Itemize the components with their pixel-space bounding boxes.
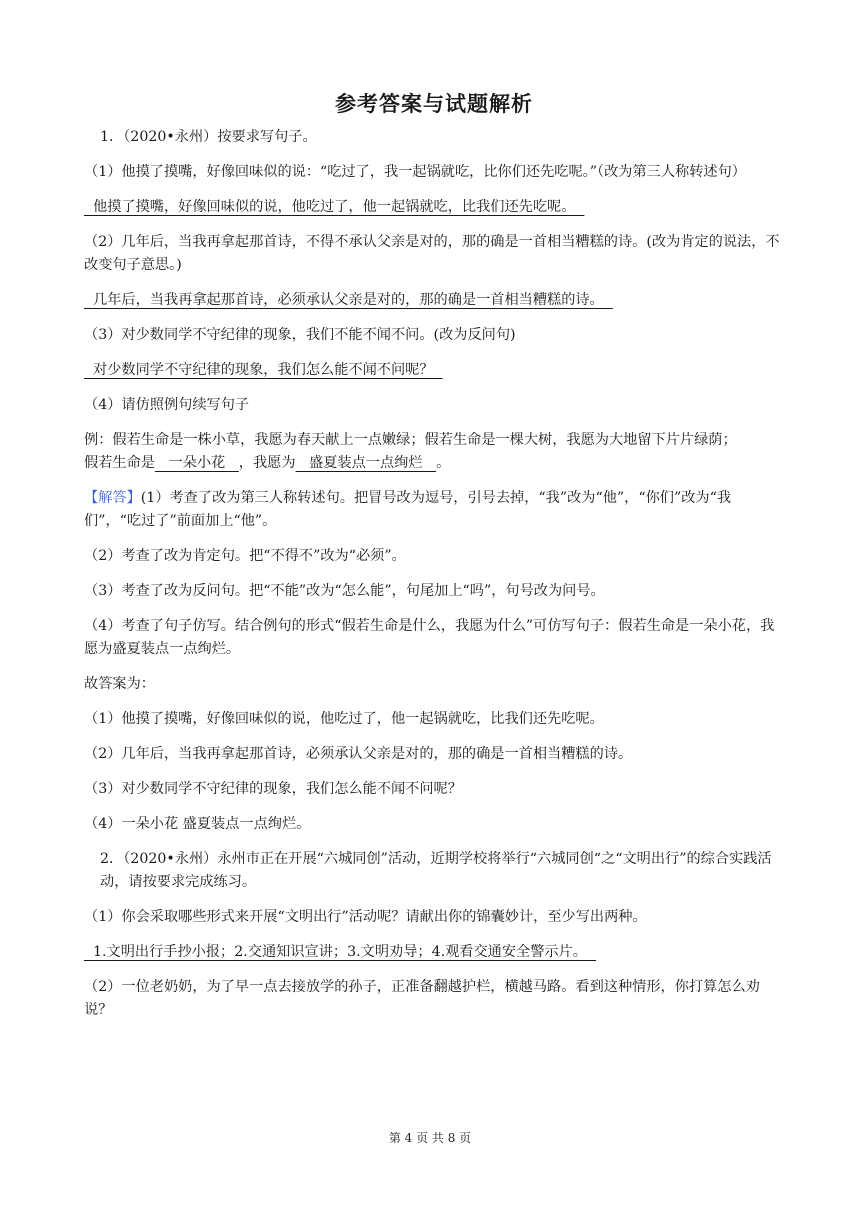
q1-fill-line: 假若生命是 一朵小花 ，我愿为 盛夏装点一点绚烂 。 (84, 455, 451, 471)
q2-answer1: 1.文明出行手抄小报；2.交通知识宣讲；3.文明劝导；4.观看交通安全警示片。 (84, 944, 596, 960)
q1-answer-intro: 故答案为： (84, 676, 155, 692)
q1-example: 例：假若生命是一株小草，我愿为春天献上一点嫩绿；假若生命是一棵大树，我愿为大地留下片片绿荫； (84, 432, 737, 448)
q2-stem: 2．（2020•永州）永州市正在开展“六城同创”活动，近期学校将举行“六城同创“之“文明出行”的综合实践活动，请按要求完成练习。 (100, 851, 772, 890)
q1-analysis-1: 【解答】(1）考查了改为第三人称转述句。把冒号改为逗号，引号去掉，“我”改为“他”，“你们”改为“我们”，“吃过了”前面加上“他”。 (84, 490, 732, 529)
q1-analysis-4: （4）考查了句子仿写。结合例句的形式“假若生命是什么，我愿为什么”可仿写句子：假若生命是一朵小花，我愿为盛夏装点一点绚烂。 (84, 618, 775, 657)
q1-stem: 1．（2020•永州）按要求写句子。 (100, 129, 317, 145)
q1-analysis-2: （2）考查了改为肯定句。把“不得不”改为“必须”。 (84, 548, 406, 564)
q1-answer2: 几年后，当我再拿起那首诗，必须承认父亲是对的，那的确是一首相当糟糕的诗。 (84, 292, 613, 308)
q1-part3: （3）对少数同学不守纪律的现象，我们不能不闻不问。(改为反问句) (84, 327, 516, 343)
page-title: 参考答案与试题解析 (335, 92, 533, 116)
q1-final-4: （4）一朵小花 盛夏装点一点绚烂。 (84, 816, 311, 832)
q1-final-3: （3）对少数同学不守纪律的现象，我们怎么能不闻不问呢？ (84, 781, 462, 797)
q1-final-1: （1）他摸了摸嘴，好像回味似的说，他吃过了，他一起锅就吃，比我们还先吃呢。 (84, 711, 604, 727)
document-page (84, 88, 784, 1034)
q1-part4: （4）请仿照例句续写句子 (84, 397, 250, 413)
page-footer: 第 4 页 共 8 页 (388, 1131, 472, 1145)
q1-answer1: 他摸了摸嘴，好像回味似的说，他吃过了，他一起锅就吃，比我们还先吃呢。 (84, 199, 585, 215)
q1-part1: （1）他摸了摸嘴，好像回味似的说：“吃过了，我一起锅就吃，比你们还先吃呢。”（改为第三人称转述句） (84, 164, 746, 180)
analysis-tag: 【解答】 (84, 490, 141, 506)
q1-analysis-3: （3）考查了改为反问句。把“不能”改为“怎么能”，句尾加上“吗”，句号改为问号。 (84, 583, 605, 599)
fill-blank-1: 一朵小花 (154, 455, 239, 471)
q1-part2: （2）几年后，当我再拿起那首诗，不得不承认父亲是对的，那的确是一首相当糟糕的诗。(改为肯定的说法，不改变句子意思。) (84, 234, 780, 273)
fill-blank-2: 盛夏装点一点绚烂 (295, 455, 437, 471)
q2-part2: （2）一位老奶奶，为了早一点去接放学的孙子，正准备翻越护栏，横越马路。看到这种情形，你打算怎么劝说？ (84, 979, 760, 1018)
q2-part1: （1）你会采取哪些形式来开展“文明出行”活动呢？请献出你的锦囊妙计，至少写出两种。 (84, 909, 647, 925)
q1-final-2: （2）几年后，当我再拿起那首诗，必须承认父亲是对的，那的确是一首相当糟糕的诗。 (84, 746, 633, 762)
q1-answer3: 对少数同学不守纪律的现象，我们怎么能不闻不问呢？ (84, 362, 443, 378)
